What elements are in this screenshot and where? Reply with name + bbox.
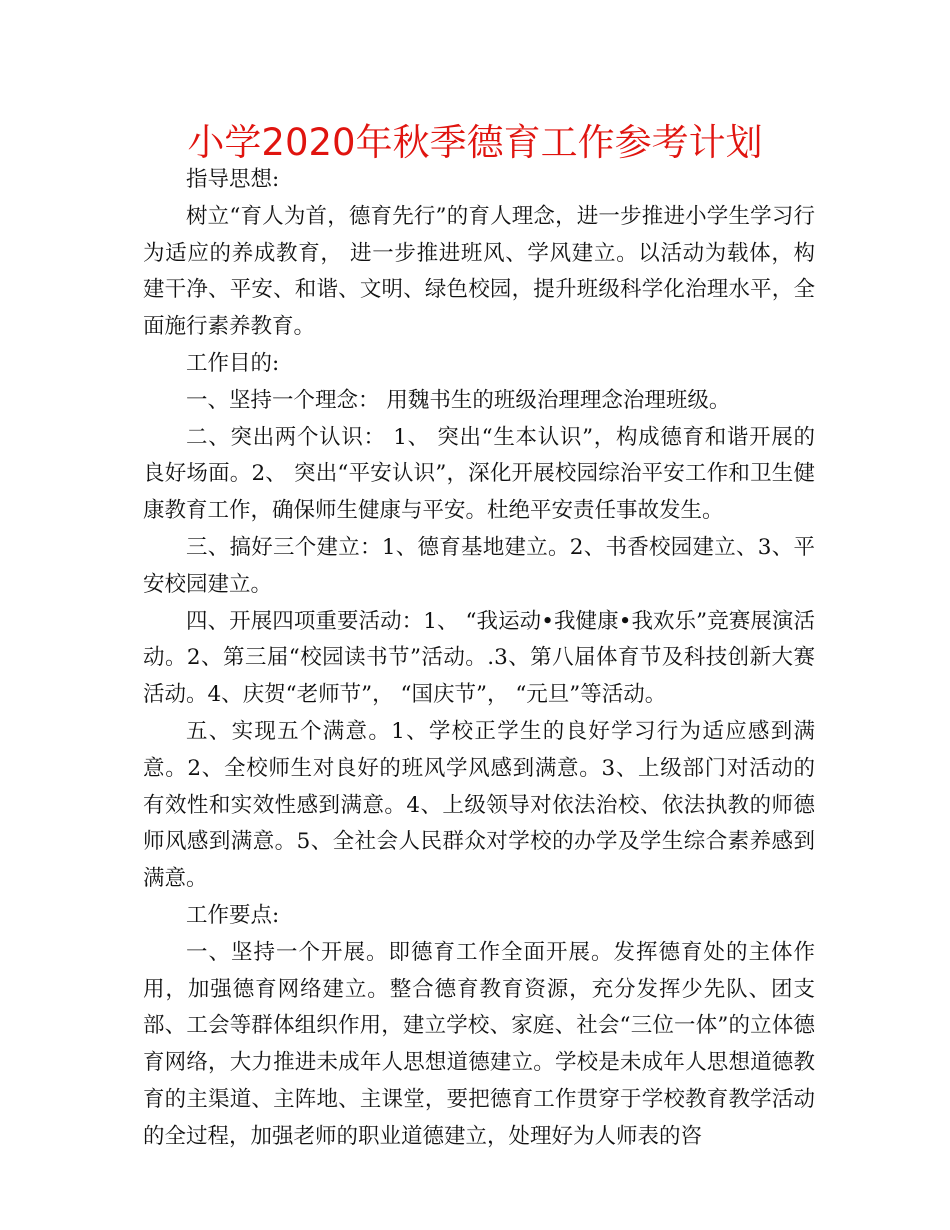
paragraph-goal-four: 四、开展四项重要活动：1、 “我运动•我健康•我欢乐”竞赛展演活动。2、第三届“校园读书节”活动。.3、第八届体育节及科技创新大赛活动。4、庆贺“老师节”， “国庆节”， “元旦”等活动。 — [143, 608, 815, 708]
paragraph-goal-five: 五、实现五个满意。1、学校正学生的良好学习行为适应感到满意。2、全校师生对良好的班风学风感到满意。3、上级部门对活动的有效性和实效性感到满意。4、上级领导对依法治校、依法执教的师德师风感到满意。5、全社会人民群众对学校的办学及学生综合素养感到满意。 — [143, 718, 815, 892]
document-body — [143, 162, 815, 1156]
document-title: 小学2020年秋季德育工作参考计划 — [187, 121, 763, 164]
paragraph-goal-three: 三、搞好三个建立：1、德育基地建立。2、书香校园建立、3、平安校园建立。 — [143, 534, 815, 597]
paragraph-work-goals-heading: 工作目的: — [186, 350, 280, 376]
paragraph-work-points-heading: 工作要点: — [186, 902, 280, 928]
paragraph-work-point-one: 一、坚持一个开展。即德育工作全面开展。发挥德育处的主体作用，加强德育网络建立。整合德育教育资源，充分发挥少先队、团支部、工会等群体组织作用，建立学校、家庭、社会“三位一体”的立体德育网络，大力推进未成年人思想道德建立。学校是未成年人思想道德教育的主渠道、主阵地、主课堂，要把德育工作贯穿于学校教育教学活动的全过程，加强老师的职业道德建立，处理好为人师表的咨 — [143, 939, 815, 1149]
paragraph-goal-two: 二、突出两个认识： 1、 突出“生本认识”，构成德育和谐开展的良好场面。2、 突出“平安认识”，深化开展校园综治平安工作和卫生健康教育工作，确保师生健康与平安。杜绝平安责任事故发生。 — [143, 424, 815, 524]
paragraph-guiding-thought-heading: 指导思想: — [186, 167, 280, 192]
paragraph-guiding-thought: 树立“育人为首，德育先行”的育人理念，进一步推进小学生学习行为适应的养成教育， 进一步推进班风、学风建立。以活动为载体，构建干净、平安、和谐、文明、绿色校园，提升班级科学化治理水平，全面施行素养教育。 — [143, 203, 815, 340]
paragraph-goal-one: 一、坚持一个理念： 用魏书生的班级治理理念治理班级。 — [186, 387, 731, 413]
